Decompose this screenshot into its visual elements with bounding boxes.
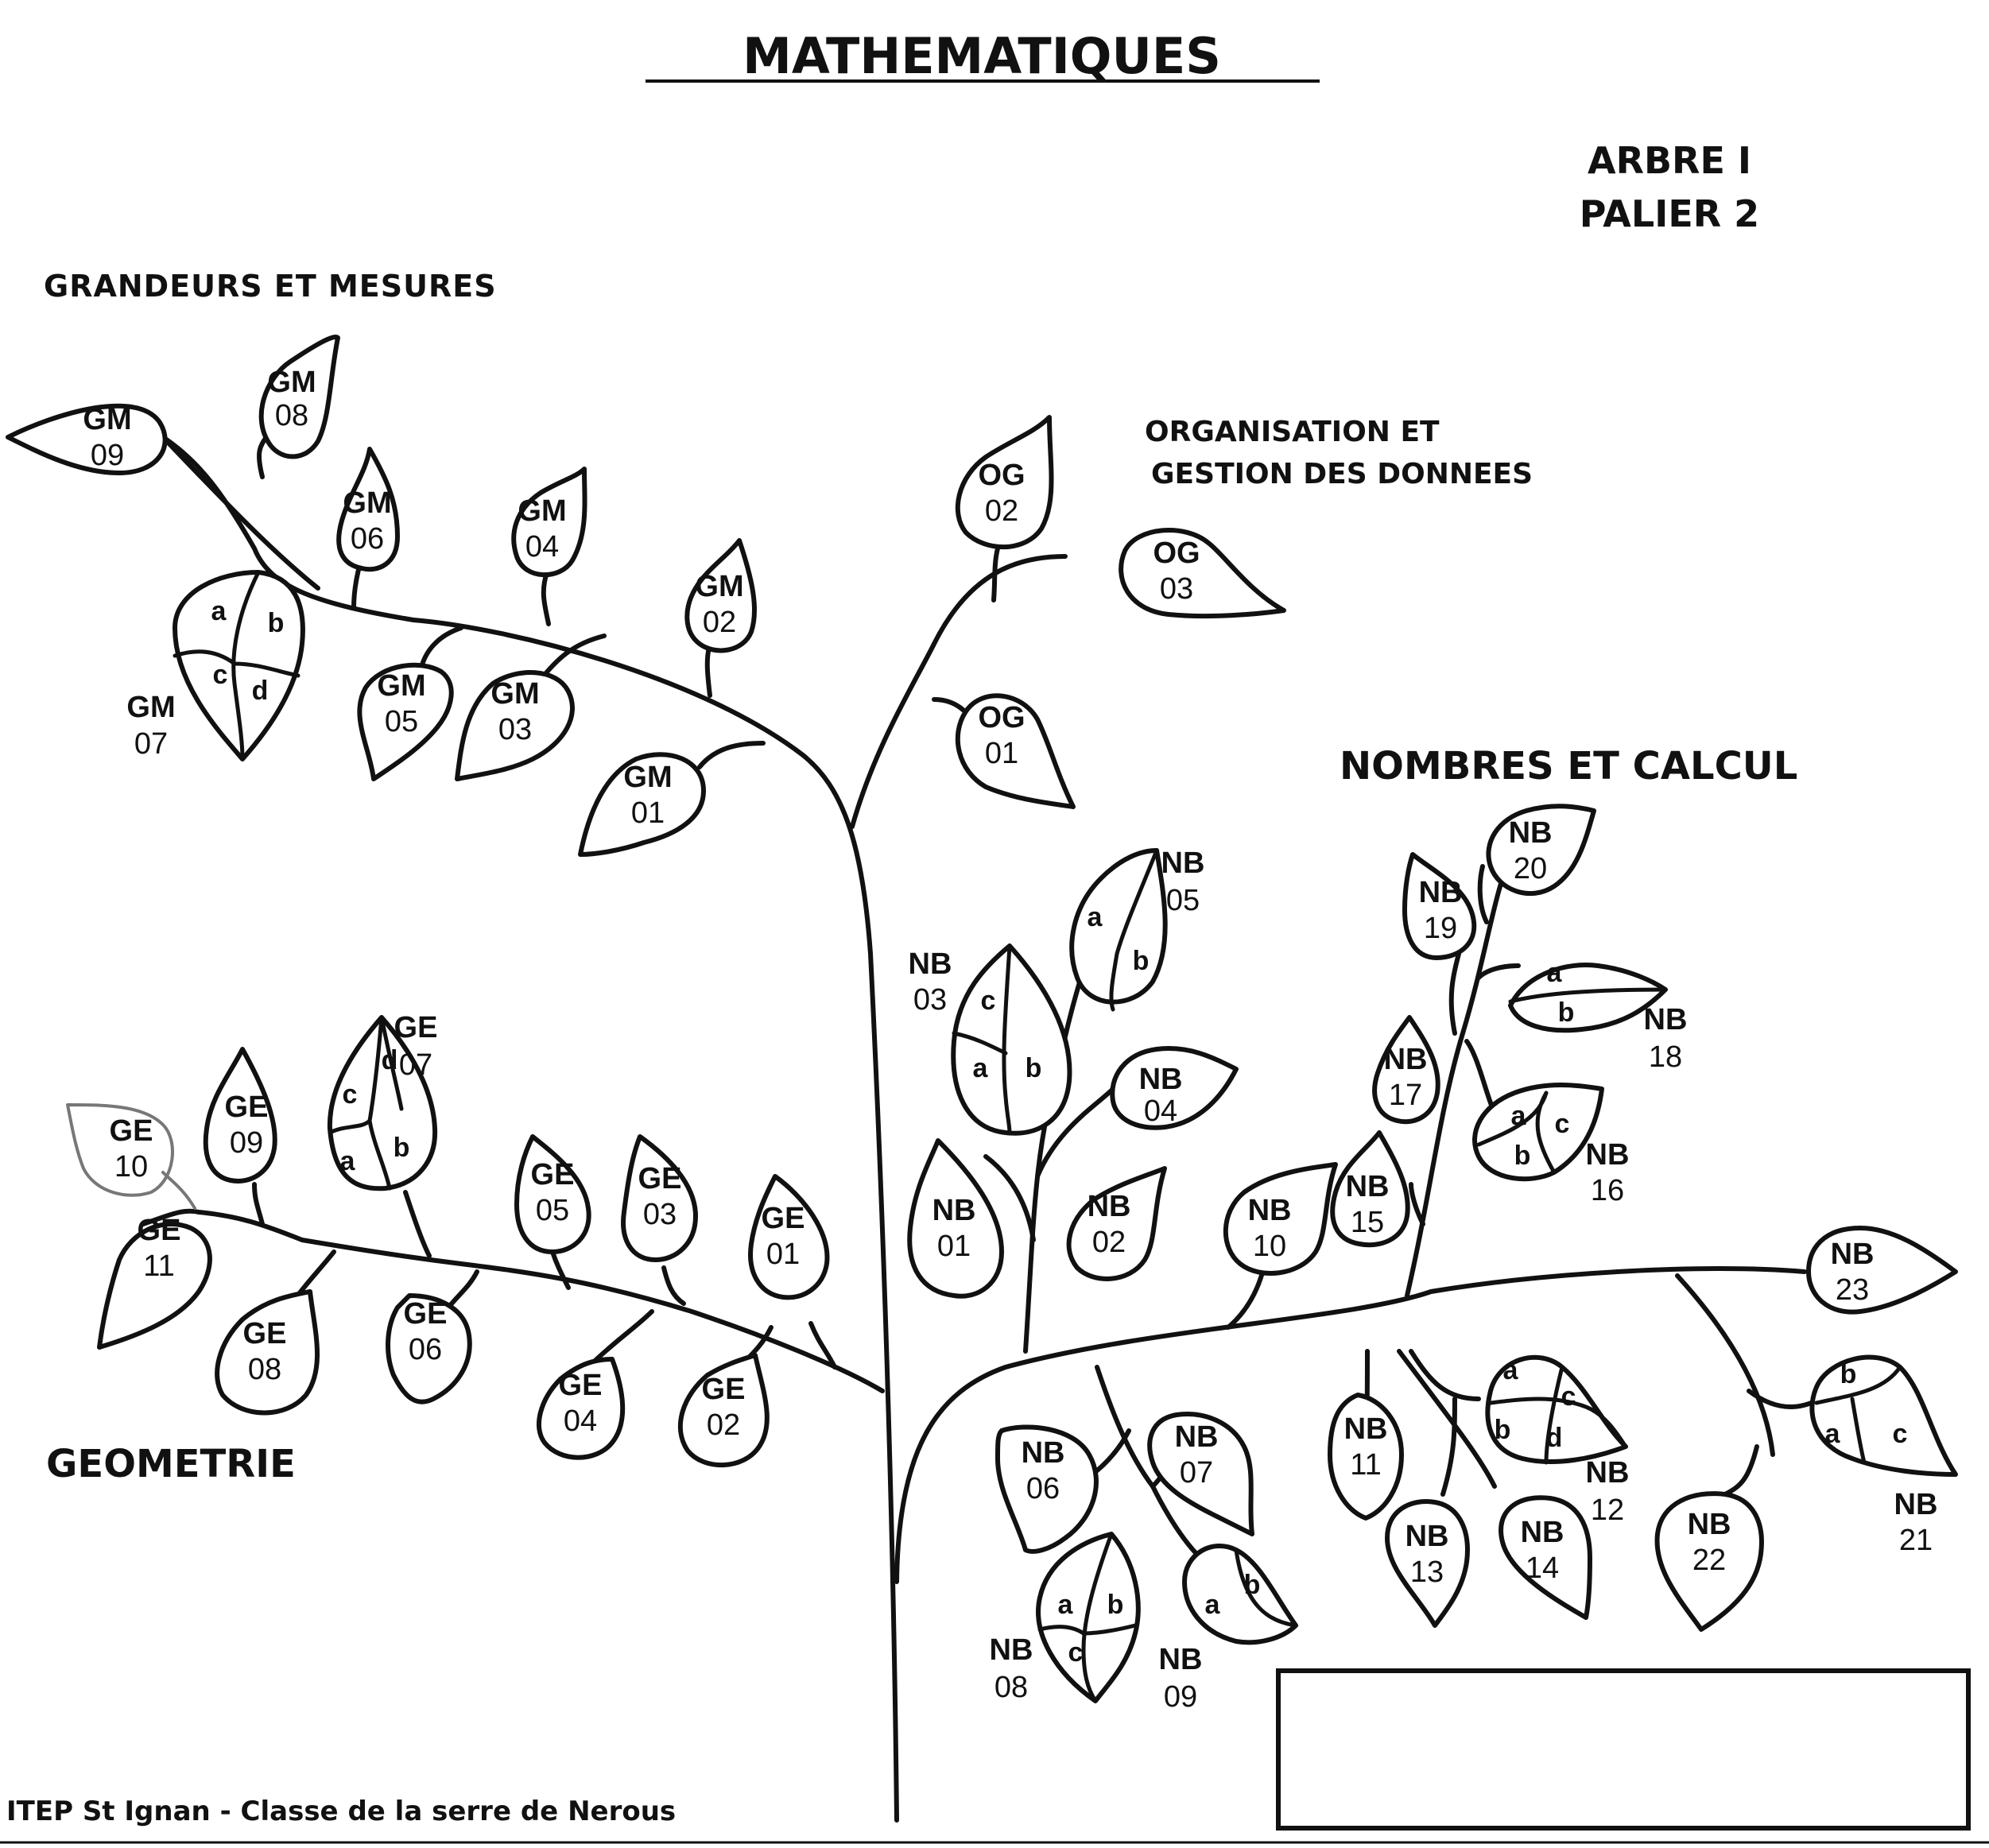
leaf-nb16[interactable] <box>1475 1085 1602 1179</box>
svg-text:NB: NB <box>1830 1238 1875 1271</box>
domain-label-organisation-line2: GESTION DES DONNEES <box>1151 458 1533 490</box>
branch <box>664 1268 684 1304</box>
branch <box>1411 1351 1479 1399</box>
leaf-nb03-code: NB <box>908 947 952 981</box>
svg-text:c: c <box>1554 1109 1570 1139</box>
leaf-gm07[interactable] <box>175 572 303 759</box>
svg-text:08: 08 <box>274 399 309 432</box>
svg-text:c: c <box>1068 1637 1084 1668</box>
leaf-nb16-num: 16 <box>1590 1174 1625 1207</box>
branch <box>421 628 461 668</box>
leaf-nb08-num: 08 <box>994 1671 1029 1704</box>
svg-text:c: c <box>342 1079 358 1110</box>
svg-text:NB: NB <box>1405 1520 1449 1553</box>
svg-text:02: 02 <box>984 494 1019 528</box>
branch <box>1725 1447 1757 1494</box>
branch <box>1467 1041 1495 1113</box>
leaf-ge07-code: GE <box>394 1011 438 1044</box>
svg-text:19: 19 <box>1423 912 1458 945</box>
svg-text:NB: NB <box>1174 1420 1219 1454</box>
svg-text:04: 04 <box>1143 1094 1178 1128</box>
leaf-nb09-code: NB <box>1158 1643 1203 1676</box>
svg-text:GE: GE <box>701 1373 746 1406</box>
svg-text:c: c <box>1561 1381 1576 1412</box>
leaf-nb13[interactable] <box>1387 1501 1468 1625</box>
svg-text:a: a <box>211 596 227 626</box>
leaf-nb19[interactable] <box>1405 854 1474 958</box>
leaf-ge11[interactable] <box>99 1214 210 1347</box>
leaf-nb03[interactable] <box>953 946 1069 1133</box>
leaf-nb08-code: NB <box>989 1633 1033 1667</box>
leaf-gm08[interactable] <box>262 337 338 456</box>
leaf-gm01[interactable] <box>580 754 704 854</box>
svg-text:GM: GM <box>623 761 673 794</box>
svg-text:b: b <box>1494 1415 1511 1445</box>
svg-text:04: 04 <box>525 530 560 564</box>
svg-text:b: b <box>393 1133 410 1163</box>
leaf-nb02[interactable] <box>1069 1168 1165 1279</box>
leaf-nb12-code: NB <box>1585 1456 1630 1490</box>
svg-text:02: 02 <box>706 1408 741 1442</box>
svg-text:GE: GE <box>242 1317 287 1350</box>
leaf-nb12[interactable] <box>1487 1355 1626 1463</box>
svg-text:01: 01 <box>984 737 1019 770</box>
branch <box>1411 1184 1423 1224</box>
svg-text:14: 14 <box>1525 1552 1560 1585</box>
svg-text:c: c <box>1892 1419 1908 1449</box>
svg-text:04: 04 <box>563 1404 598 1438</box>
leaf-nb09[interactable] <box>1184 1546 1296 1642</box>
leaf-nb21-code: NB <box>1894 1488 1938 1521</box>
svg-text:17: 17 <box>1388 1079 1423 1112</box>
svg-text:NB: NB <box>1345 1170 1390 1203</box>
branch <box>1479 966 1518 978</box>
svg-text:b: b <box>1840 1359 1857 1389</box>
svg-text:d: d <box>251 676 269 706</box>
svg-text:NB: NB <box>1138 1063 1183 1096</box>
svg-text:NB: NB <box>1418 876 1463 909</box>
leaf-ge08[interactable] <box>217 1292 317 1413</box>
svg-text:d: d <box>1545 1423 1563 1453</box>
svg-text:GM: GM <box>490 677 540 711</box>
svg-text:b: b <box>1132 946 1150 976</box>
branch <box>1452 954 1459 1033</box>
branch <box>163 437 318 588</box>
svg-text:GE: GE <box>224 1091 269 1124</box>
svg-text:b: b <box>1107 1590 1124 1620</box>
leaf-nb16-code: NB <box>1585 1138 1630 1172</box>
svg-text:NB: NB <box>1687 1508 1731 1541</box>
svg-text:GE: GE <box>761 1202 805 1235</box>
svg-text:a: a <box>1204 1590 1220 1620</box>
svg-text:07: 07 <box>1179 1456 1214 1490</box>
svg-text:22: 22 <box>1692 1544 1727 1577</box>
svg-text:01: 01 <box>630 796 665 830</box>
svg-text:c: c <box>212 660 228 690</box>
leaf-nb15[interactable] <box>1332 1133 1408 1245</box>
leaf-nb23[interactable] <box>1809 1228 1956 1312</box>
svg-text:13: 13 <box>1409 1555 1444 1589</box>
leaf-nb05[interactable] <box>1072 850 1165 1009</box>
svg-text:NB: NB <box>932 1194 976 1227</box>
svg-text:03: 03 <box>642 1198 677 1231</box>
leaf-nb07[interactable] <box>1150 1414 1252 1534</box>
svg-text:06: 06 <box>1026 1472 1060 1505</box>
svg-text:GM: GM <box>377 669 426 703</box>
svg-text:01: 01 <box>766 1238 801 1271</box>
leaf-nb01[interactable] <box>909 1141 1002 1296</box>
svg-text:a: a <box>972 1053 988 1083</box>
svg-text:NB: NB <box>1520 1516 1564 1549</box>
svg-text:GE: GE <box>530 1158 575 1191</box>
svg-text:10: 10 <box>1252 1230 1287 1263</box>
leaf-nb22[interactable] <box>1658 1494 1762 1629</box>
branch <box>1480 866 1487 922</box>
branch <box>700 743 763 767</box>
leaf-gm04[interactable] <box>514 469 584 575</box>
domain-label-organisation-line1: ORGANISATION ET <box>1145 416 1440 448</box>
svg-text:02: 02 <box>1091 1226 1126 1259</box>
svg-text:NB: NB <box>1508 816 1553 850</box>
page-title: MATHEMATIQUES <box>742 27 1221 85</box>
svg-text:b: b <box>1514 1141 1531 1171</box>
leaf-ge10[interactable] <box>68 1105 195 1208</box>
svg-text:GE: GE <box>137 1214 181 1247</box>
domain-label-nombres-calcul: NOMBRES ET CALCUL <box>1340 744 1798 788</box>
leaf-og03[interactable] <box>1121 530 1284 616</box>
svg-text:11: 11 <box>143 1249 175 1283</box>
tree-label-line2: PALIER 2 <box>1579 192 1760 235</box>
svg-text:06: 06 <box>350 522 385 556</box>
empty-answer-box <box>1278 1671 1968 1828</box>
leaf-gm02[interactable] <box>687 540 754 650</box>
leaf-nb11[interactable] <box>1330 1395 1402 1518</box>
svg-text:11: 11 <box>1350 1448 1382 1482</box>
leaf-nb04[interactable] <box>1112 1048 1236 1128</box>
leaf-gm07-num: 07 <box>134 727 169 761</box>
domain-label-grandeurs-mesures: GRANDEURS ET MESURES <box>44 269 497 304</box>
leaf-gm05[interactable] <box>359 665 451 779</box>
branch <box>552 1252 568 1288</box>
svg-text:NB: NB <box>1343 1412 1388 1446</box>
svg-text:GE: GE <box>638 1162 682 1195</box>
footer-credit: ITEP St Ignan - Classe de la serre de Nerous <box>6 1796 677 1827</box>
svg-text:b: b <box>1025 1053 1042 1083</box>
svg-text:NB: NB <box>1383 1043 1428 1076</box>
leaf-ge01[interactable] <box>750 1176 827 1297</box>
leaf-gm06[interactable] <box>339 449 397 569</box>
svg-text:02: 02 <box>702 606 737 639</box>
leaf-ge05[interactable] <box>517 1137 589 1252</box>
branch <box>544 572 549 624</box>
svg-text:NB: NB <box>1247 1194 1292 1227</box>
svg-text:08: 08 <box>247 1353 282 1386</box>
leaf-nb21[interactable] <box>1812 1358 1956 1474</box>
svg-text:OG: OG <box>978 701 1026 734</box>
branch <box>994 548 998 600</box>
svg-text:09: 09 <box>229 1126 264 1160</box>
svg-text:b: b <box>1243 1570 1261 1600</box>
svg-text:01: 01 <box>936 1230 971 1263</box>
branch <box>405 1192 429 1256</box>
leaf-og01[interactable] <box>958 695 1073 807</box>
leaf-gm09[interactable] <box>8 403 165 473</box>
svg-text:b: b <box>1557 998 1575 1028</box>
svg-text:GE: GE <box>403 1297 448 1331</box>
branch <box>1399 1351 1495 1486</box>
leaves <box>8 337 1956 1714</box>
leaf-ge07-num: 07 <box>398 1048 433 1082</box>
svg-text:b: b <box>267 608 285 638</box>
svg-text:a: a <box>339 1146 355 1176</box>
svg-text:GE: GE <box>558 1369 603 1402</box>
leaf-nb05-num: 05 <box>1165 884 1200 917</box>
branch <box>1677 1276 1773 1455</box>
svg-text:05: 05 <box>384 705 419 738</box>
svg-text:a: a <box>1824 1419 1840 1449</box>
leaf-nb21-num: 21 <box>1898 1524 1933 1557</box>
svg-text:23: 23 <box>1835 1273 1870 1307</box>
leaf-gm03[interactable] <box>457 672 572 779</box>
leaf-ge02[interactable] <box>680 1355 767 1465</box>
leaf-nb18-num: 18 <box>1648 1040 1683 1074</box>
svg-text:GM: GM <box>343 486 392 520</box>
leaf-nb06[interactable] <box>998 1427 1096 1551</box>
svg-text:10: 10 <box>114 1150 149 1184</box>
leaf-ge09[interactable] <box>206 1049 275 1181</box>
svg-text:GM: GM <box>267 366 316 399</box>
leaf-ge03[interactable] <box>623 1137 696 1260</box>
leaf-nb10[interactable] <box>1226 1164 1336 1273</box>
leaf-nb18-code: NB <box>1643 1003 1688 1036</box>
leaf-ge04[interactable] <box>539 1359 622 1458</box>
svg-text:NB: NB <box>1087 1190 1131 1223</box>
svg-text:GM: GM <box>695 570 744 603</box>
svg-text:GM: GM <box>518 494 567 528</box>
leaf-ge06[interactable] <box>388 1296 470 1402</box>
leaf-nb12-num: 12 <box>1590 1494 1625 1527</box>
branch <box>708 648 710 695</box>
svg-text:a: a <box>1057 1590 1073 1620</box>
svg-text:a: a <box>1510 1101 1526 1131</box>
branch <box>254 1184 262 1224</box>
svg-text:03: 03 <box>1159 572 1194 606</box>
svg-text:NB: NB <box>1021 1436 1065 1470</box>
leaf-nb17[interactable] <box>1374 1017 1438 1122</box>
domain-label-geometrie: GEOMETRIE <box>46 1442 296 1486</box>
svg-text:09: 09 <box>90 439 125 472</box>
svg-text:a: a <box>1087 902 1103 932</box>
leaf-nb03-num: 03 <box>913 983 948 1017</box>
leaf-nb14[interactable] <box>1501 1497 1590 1617</box>
leaf-nb08[interactable] <box>1038 1534 1138 1701</box>
svg-text:GM: GM <box>83 403 132 436</box>
svg-text:OG: OG <box>978 459 1026 492</box>
leaf-nb09-num: 09 <box>1163 1680 1198 1714</box>
svg-text:03: 03 <box>498 713 533 746</box>
svg-text:05: 05 <box>535 1194 570 1227</box>
svg-text:20: 20 <box>1513 852 1548 885</box>
svg-text:c: c <box>980 986 996 1016</box>
svg-text:06: 06 <box>408 1333 443 1366</box>
svg-text:d: d <box>381 1045 398 1075</box>
svg-text:a: a <box>1546 958 1562 988</box>
svg-text:15: 15 <box>1350 1206 1385 1239</box>
tree-label-line1: ARBRE I <box>1587 139 1752 182</box>
svg-text:OG: OG <box>1153 537 1200 570</box>
leaf-nb05-code: NB <box>1161 847 1205 880</box>
leaf-nb20[interactable] <box>1488 806 1594 893</box>
svg-text:a: a <box>1502 1355 1518 1385</box>
svg-text:GE: GE <box>109 1114 153 1148</box>
leaf-nb18[interactable] <box>1510 958 1665 1030</box>
leaf-gm07-code: GM <box>126 691 176 724</box>
leaf-og02[interactable] <box>958 417 1052 547</box>
